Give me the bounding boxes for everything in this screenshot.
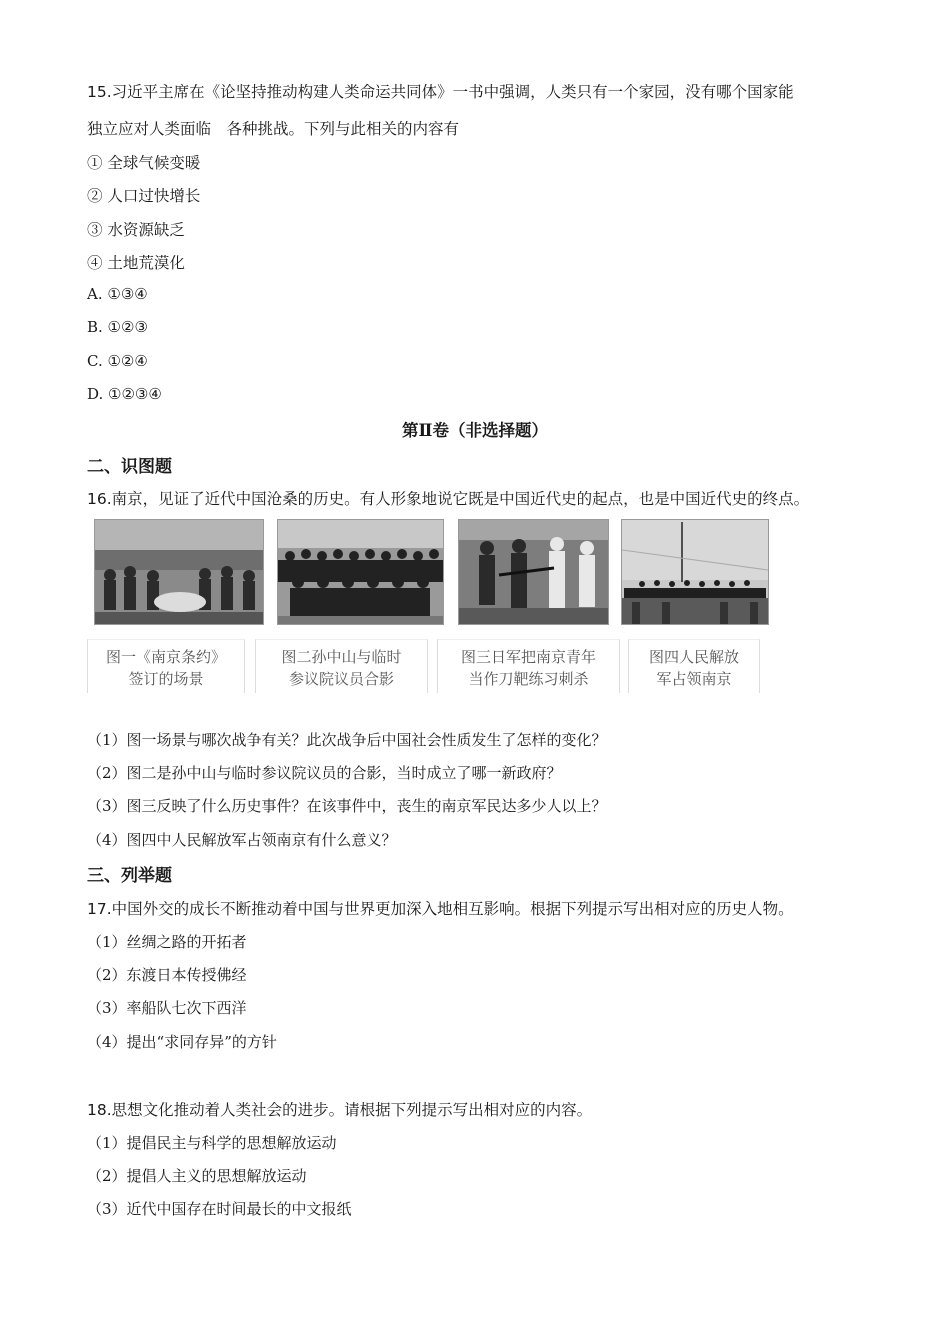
- q18-sub-3: （3）近代中国存在时间最长的中文报纸: [87, 1200, 352, 1218]
- q15-item-3: ③ 水资源缺乏: [87, 221, 185, 239]
- section-heading-2: 二、识图题: [87, 457, 172, 477]
- q16-sub-3: （3）图三反映了什么历史事件？在该事件中，丧生的南京军民达多少人以上？: [87, 797, 607, 815]
- q17-number: 17.: [87, 900, 112, 918]
- q17-sub-1: （1）丝绸之路的开拓者: [87, 933, 247, 951]
- q15-option-b: B. ①②③: [87, 318, 148, 336]
- q15-item-1: ① 全球气候变暖: [87, 154, 201, 172]
- q18-sub-2: （2）提倡人主义的思想解放运动: [87, 1167, 307, 1185]
- q15-stem-line2: 独立应对人类面临 各种挑战。下列与此相关的内容有: [87, 120, 460, 138]
- q17-stem: 17.中国外交的成长不断推动着中国与世界更加深入地相互影响。根据下列提示写出相对应的历史人物。: [87, 900, 794, 918]
- photo-sun-yatsen-group: [277, 519, 444, 625]
- q15-option-c: C. ①②④: [87, 352, 148, 370]
- q16-stem: 16.南京，见证了近代中国沧桑的历史。有人形象地说它既是中国近代史的起点，也是中国近代史的终点。: [87, 490, 810, 508]
- q15-option-d: D. ①②③④: [87, 385, 162, 403]
- q17-sub-3: （3）率船队七次下西洋: [87, 999, 247, 1017]
- q15-option-a: A. ①③④: [87, 285, 148, 303]
- q17-sub-4: （4）提出“求同存异”的方针: [87, 1033, 277, 1051]
- photo-treaty-signing: [94, 519, 264, 625]
- q16-number: 16.: [87, 490, 112, 508]
- q16-sub-1: （1）图一场景与哪次战争有关？此次战争后中国社会性质发生了怎样的变化？: [87, 731, 607, 749]
- section-heading-3: 三、列举题: [87, 866, 172, 886]
- part2-title: 第Ⅱ卷（非选择题）: [402, 421, 548, 440]
- q15-stem-line1: 15.习近平主席在《论坚持推动构建人类命运共同体》一书中强调，人类只有一个家园，没有哪个国家能: [87, 83, 794, 101]
- q15-item-2: ② 人口过快增长: [87, 187, 201, 205]
- q16-sub-2: （2）图二是孙中山与临时参议院议员的合影，当时成立了哪一新政府？: [87, 764, 562, 782]
- q18-stem: 18.思想文化推动着人类社会的进步。请根据下列提示写出相对应的内容。: [87, 1101, 593, 1119]
- caption-figure-1: 图一《南京条约》 签订的场景: [87, 639, 245, 693]
- caption-figure-4: 图四人民解放 军占领南京: [628, 639, 760, 693]
- caption-figure-2: 图二孙中山与临时 参议院议员合影: [255, 639, 428, 693]
- photo-nanjing-massacre: [458, 519, 609, 625]
- q17-sub-2: （2）东渡日本传授佛经: [87, 966, 247, 984]
- caption-figure-3: 图三日军把南京青年 当作刀靶练习刺杀: [437, 639, 620, 693]
- photo-pla-occupies-nanjing: [621, 519, 769, 625]
- q15-item-4: ④ 土地荒漠化: [87, 254, 185, 272]
- q16-sub-4: （4）图四中人民解放军占领南京有什么意义？: [87, 831, 397, 849]
- q18-number: 18.: [87, 1101, 112, 1119]
- q15-number: 15.: [87, 83, 112, 101]
- q18-sub-1: （1）提倡民主与科学的思想解放运动: [87, 1134, 337, 1152]
